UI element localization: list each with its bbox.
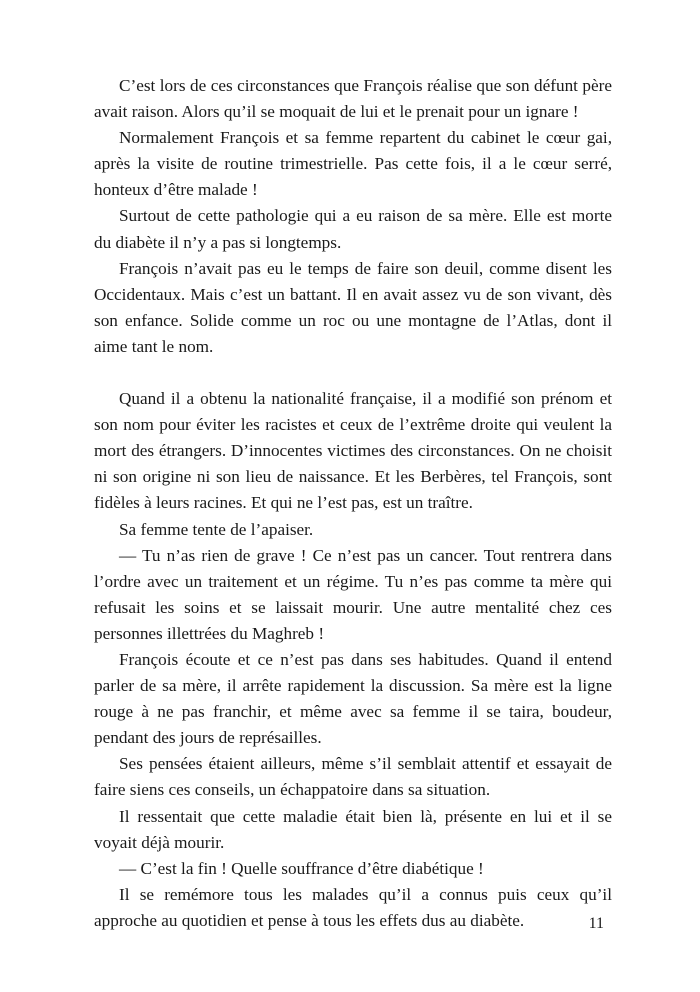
paragraph-12: Il se remémore tous les malades qu’il a connus puis ceux qu’il approche au quotidien et pense à tous les effets dus au diabète. bbox=[94, 884, 612, 930]
paragraph-6: Sa femme tente de l’apaiser. bbox=[119, 519, 314, 539]
paragraph-11: — C’est la fin ! Quelle souffrance d’être diabétique ! bbox=[119, 858, 484, 878]
paragraph-5: Quand il a obtenu la nationalité française, il a modifié son prénom et son nom pour éviter les racistes et ceux de l’extrême droite qui veulent la mort des étrangers. D’innocentes victimes des circonstances. On ne choisit ni son origine ni son lieu de naissance. Et les Berbères, tel François, sont fidèles à leurs racines. Et qui ne l’est pas, est un traître. bbox=[94, 389, 612, 513]
body-text bbox=[94, 73, 612, 934]
paragraph-8: François écoute et ce n’est pas dans ses habitudes. Quand il entend parler de sa mère, il arrête rapidement la discussion. Sa mère est la ligne rouge à ne pas franchir, et même avec sa femme il se taira, boudeur, pendant des jours de représailles. bbox=[94, 649, 612, 748]
page-number: 11 bbox=[588, 915, 604, 932]
paragraph-2: Normalement François et sa femme repartent du cabinet le cœur gai, après la visite de routine trimestrielle. Pas cette fois, il a le cœur serré, honteux d’être malade ! bbox=[94, 128, 612, 200]
paragraph-1: C’est lors de ces circonstances que François réalise que son défunt père avait raison. Alors qu’il se moquait de lui et le prenait pour un ignare ! bbox=[94, 76, 612, 122]
paragraph-10: Il ressentait que cette maladie était bien là, présente en lui et il se voyait déjà mourir. bbox=[94, 806, 612, 852]
paragraph-3: Surtout de cette pathologie qui a eu raison de sa mère. Elle est morte du diabète il n’y a pas si longtemps. bbox=[94, 206, 612, 252]
paragraph-7: — Tu n’as rien de grave ! Ce n’est pas un cancer. Tout rentrera dans l’ordre avec un traitement et un régime. Tu n’es pas comme ta mère qui refusait les soins et se laissait mourir. Une autre mentalité chez ces personnes illettrées du Maghreb ! bbox=[94, 545, 612, 643]
paragraph-4: François n’avait pas eu le temps de faire son deuil, comme disent les Occidentaux. Mais c’est un battant. Il en avait assez vu de son vivant, dès son enfance. Solide comme un roc ou une montagne de l’Atlas, dont il aime tant le nom. bbox=[94, 258, 612, 356]
paragraph-9: Ses pensées étaient ailleurs, même s’il semblait attentif et essayait de faire siens ces conseils, un échappatoire dans sa situation. bbox=[94, 754, 612, 800]
